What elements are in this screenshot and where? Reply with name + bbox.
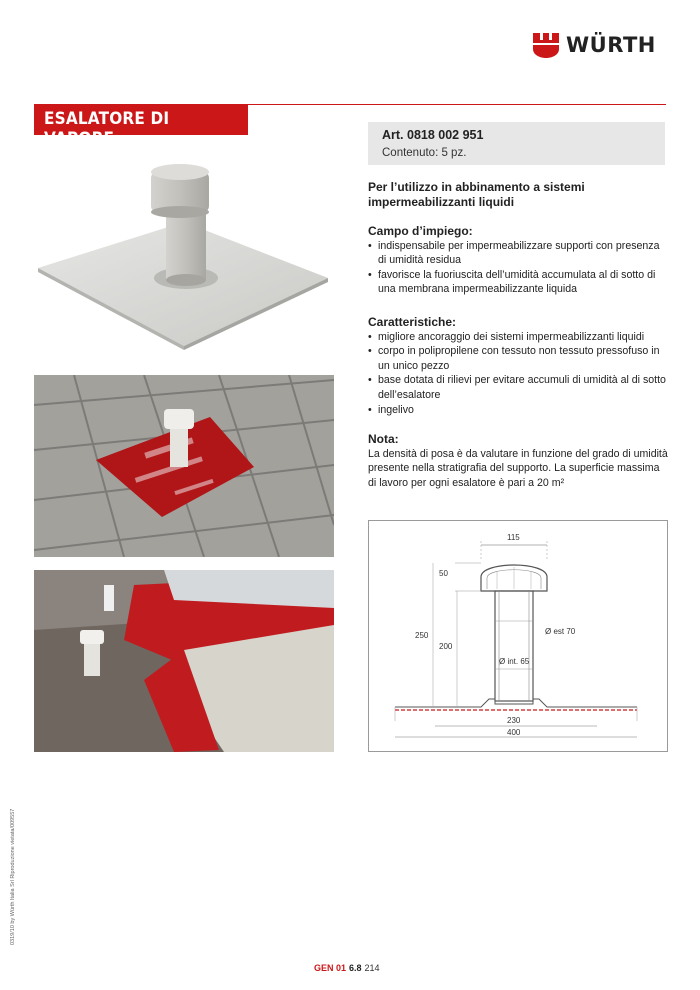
article-content: Contenuto: 5 pz. — [382, 147, 467, 159]
wurth-logo — [532, 28, 672, 62]
dim-total-label: 250 — [415, 631, 429, 640]
brand-name: WÜRTH — [566, 33, 656, 57]
copyright-side-text: 0319/10 by Würth Italia Srl Riproduzione vietata/009557 — [10, 808, 16, 945]
dim-cap-label: 50 — [439, 569, 448, 578]
footer-page: 6.8 — [349, 963, 362, 973]
article-box — [368, 122, 665, 165]
wurth-logo-icon — [532, 31, 560, 59]
product-image — [34, 150, 334, 365]
caratteristiche-heading: Caratteristiche: — [368, 315, 457, 329]
article-number: Art. 0818 002 951 — [382, 128, 484, 142]
footer-section: GEN 01 — [314, 963, 347, 973]
campo-heading: Campo d’impiego: — [368, 224, 473, 238]
title-bar — [34, 104, 248, 149]
caratteristiche-list — [368, 330, 668, 418]
dim-ext-label: Ø est 70 — [545, 627, 576, 636]
list-item: • indispensabile per impermeabilizzare supporti con presenza di umidità residua — [368, 239, 668, 268]
dim-overall-label: 400 — [507, 728, 521, 737]
nota-section — [368, 432, 668, 490]
installation-photo-roof — [34, 570, 334, 752]
dim-int-label: Ø int. 65 — [499, 657, 530, 666]
technical-drawing — [368, 520, 668, 752]
list-item: • base dotata di rilievi per evitare accumuli di umidità al di sotto dell’esalatore — [368, 373, 668, 402]
title-divider — [248, 104, 666, 105]
footer-number: 214 — [364, 963, 380, 973]
list-item: • migliore ancoraggio dei sistemi impermeabilizzanti liquidi — [368, 330, 668, 345]
page-footer — [314, 963, 380, 973]
installation-photo-tiles — [34, 375, 334, 557]
list-item: • corpo in polipropilene con tessuto non tessuto pressofuso in un unico pezzo — [368, 344, 668, 373]
caratteristiche-section — [368, 315, 668, 417]
page-title: ESALATORE DI VAPORE — [44, 109, 170, 149]
campo-section — [368, 224, 668, 297]
nota-text: La densità di posa è da valutare in funzione del grado di umidità presente nella stratigrafia del supporto. La superficie massima di lavoro per ogni esalatore è pari a 20 m² — [368, 447, 668, 489]
dim-top-label: 115 — [507, 533, 520, 542]
nota-heading: Nota: — [368, 432, 399, 446]
list-item: • ingelivo — [368, 403, 668, 418]
dim-base-label: 230 — [507, 716, 521, 725]
intro-text: Per l’utilizzo in abbinamento a sistemi impermeabilizzanti liquidi — [368, 180, 585, 209]
dim-body-label: 200 — [439, 642, 453, 651]
campo-list — [368, 239, 668, 297]
list-item: • favorisce la fuoriuscita dell’umidità accumulata al di sotto di una membrana impermeabilizzante liquida — [368, 268, 668, 297]
